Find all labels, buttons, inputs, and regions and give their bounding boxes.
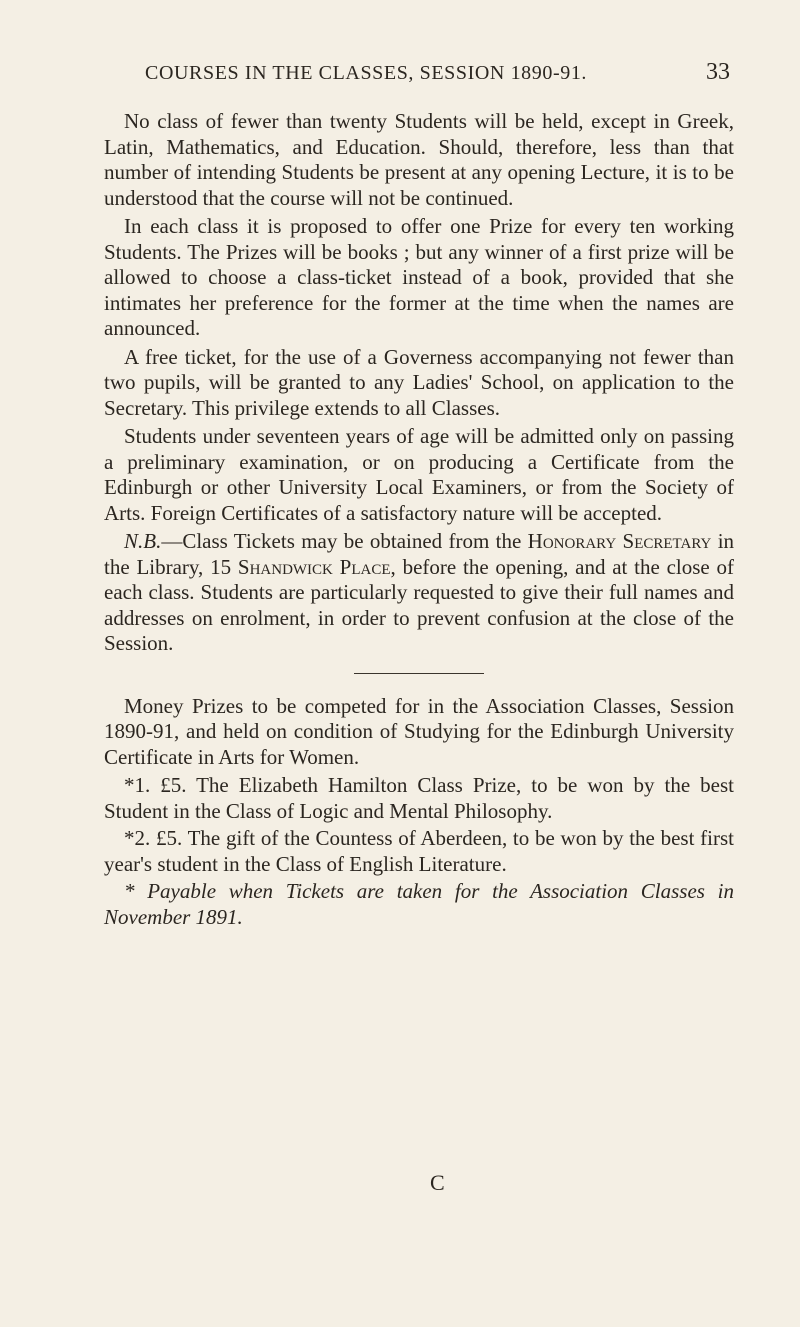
paragraph-prize-1: *1. £5. The Elizabeth Hamilton Class Prize, to be won by the best Student in the Class of Logic and Mental Philosophy.: [104, 773, 734, 823]
nb-text-1: —Class Tickets may be obtained from the: [161, 529, 522, 553]
footnote-payable: * Payable when Tickets are taken for the Association Classes in November 1891.: [104, 879, 734, 929]
paragraph-nota-bene: [104, 529, 734, 657]
nb-text-2: in the Library, 15: [104, 529, 735, 579]
running-title: COURSES IN THE CLASSES, SESSION 1890-91.: [145, 62, 588, 84]
signature-mark: C: [430, 1170, 445, 1195]
paragraph-prizes: In each class it is proposed to offer one Prize for every ten working Students. The Prizes will be books ; but any winner of a first prize will be allowed to choose a class-ticket instead of a book, provided that she intimates her preference for the former at the time when the names are announced.: [104, 214, 734, 340]
paragraph-age-requirement: Students under seventeen years of age will be admitted only on passing a preliminary examination, or on producing a Certificate from the Edinburgh or other University Local Examiners, or from the Society of Arts. Foreign Certificates of a satisfactory nature will be accepted.: [104, 424, 734, 525]
nb-text-3: before the opening, and at the close of each class. Students are particularly requested to give their full names and addresses on enrolment, in order to prevent confusion at the close of the Session.: [104, 554, 735, 655]
paragraph-free-ticket: A free ticket, for the use of a Governess accompanying not fewer than two pupils, will be granted to any Ladies' School, on application to the Secretary. This privilege extends to all Classes.: [104, 344, 734, 420]
nb-label: N.B.: [124, 529, 162, 553]
paragraph-prize-2: *2. £5. The gift of the Countess of Aberdeen, to be won by the best first year's student in the Class of English Literature.: [104, 826, 734, 876]
nb-address: Shandwick Place,: [237, 554, 396, 579]
paragraph-minimum-class-size: No class of fewer than twenty Students will be held, except in Greek, Latin, Mathematics, and Education. Should, therefore, less than that number of intending Students be present at any opening Lecture, it is to be understood that the course will not be continued.: [104, 109, 734, 210]
page-header: [0, 59, 800, 92]
paragraph-money-prizes-intro: Money Prizes to be competed for in the Association Classes, Session 1890-91, and held on condition of Studying for the Edinburgh University Certificate in Arts for Women.: [104, 693, 734, 769]
body-text: [104, 109, 734, 933]
section-divider: [354, 673, 484, 674]
page-number: 33: [706, 59, 730, 85]
nb-honorary-secretary: Honorary Secretary: [527, 529, 712, 553]
